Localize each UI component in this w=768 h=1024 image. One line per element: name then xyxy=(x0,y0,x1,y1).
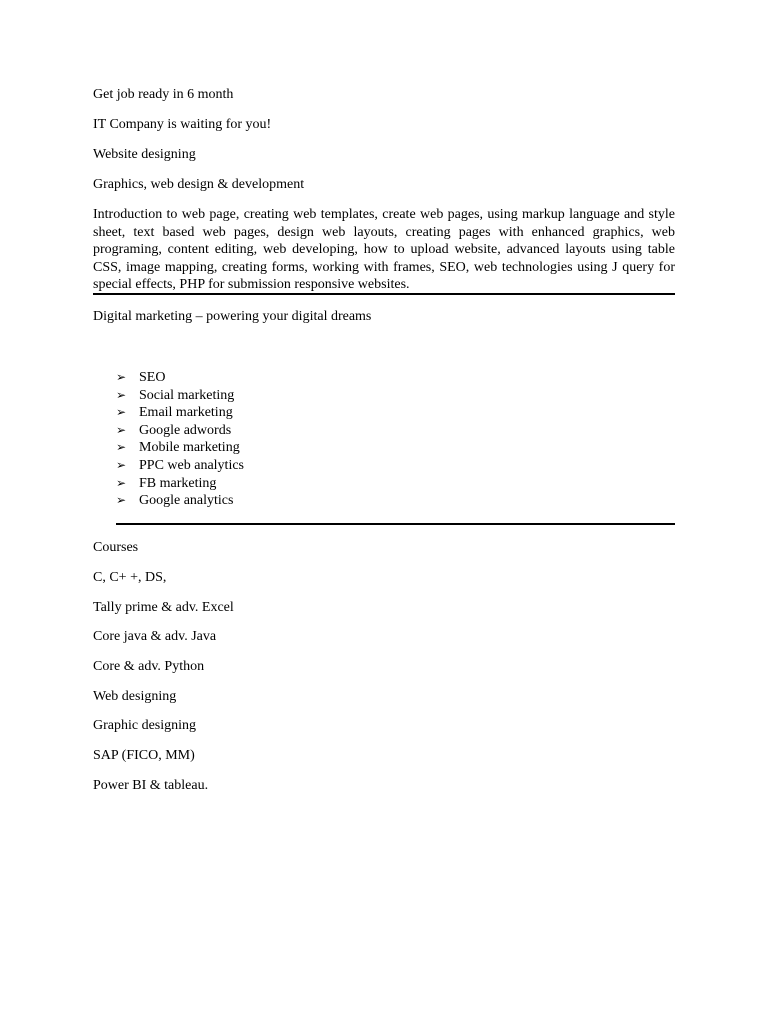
arrow-bullet-icon: ➢ xyxy=(116,475,127,490)
heading-job-ready: Get job ready in 6 month xyxy=(93,87,234,102)
course-item: Web designing xyxy=(93,689,177,704)
list-item: ➢ Mobile marketing xyxy=(116,440,240,456)
arrow-bullet-icon: ➢ xyxy=(116,387,127,402)
arrow-bullet-icon: ➢ xyxy=(116,405,127,420)
section-divider-bottom xyxy=(116,523,675,525)
list-item: ➢ PPC web analytics xyxy=(116,457,244,473)
arrow-bullet-icon: ➢ xyxy=(116,457,127,472)
heading-website-designing: Website designing xyxy=(93,147,196,162)
course-item: Tally prime & adv. Excel xyxy=(93,600,234,615)
paragraph-line: sheet, text based web pages, design web layouts, creating pages with enhanced graphics, web xyxy=(93,224,675,240)
digital-marketing-title: Digital marketing – powering your digital dreams xyxy=(93,309,372,324)
section-divider-top xyxy=(93,293,675,295)
heading-it-company: IT Company is waiting for you! xyxy=(93,117,272,132)
course-item: SAP (FICO, MM) xyxy=(93,748,195,763)
arrow-bullet-icon: ➢ xyxy=(116,370,127,384)
arrow-bullet-icon: ➢ xyxy=(116,493,127,508)
list-item: ➢ Email marketing xyxy=(116,405,233,421)
courses-title: Courses xyxy=(93,540,139,555)
arrow-bullet-icon: ➢ xyxy=(116,422,127,437)
course-item: Core java & adv. Java xyxy=(93,629,217,644)
web-course-paragraph xyxy=(93,206,675,294)
paragraph-line: programing, content editing, web developing, how to upload website, advanced layouts using table xyxy=(93,242,675,258)
marketing-list xyxy=(116,369,244,510)
course-item: Power BI & tableau. xyxy=(93,778,209,793)
list-item: ➢ SEO xyxy=(116,370,166,385)
course-item: Core & adv. Python xyxy=(93,659,205,674)
list-item: ➢ Social marketing xyxy=(116,387,235,403)
heading-graphics-web: Graphics, web design & development xyxy=(93,177,305,192)
paragraph-line: Introduction to web page, creating web templates, create web pages, using markup language and style xyxy=(93,207,675,222)
list-item: ➢ Google analytics xyxy=(116,493,234,509)
course-item: C, C+ +, DS, xyxy=(93,570,167,585)
paragraph-line: special effects, PHP for submission responsive websites. xyxy=(93,277,410,293)
list-item: ➢ FB marketing xyxy=(116,475,217,491)
list-item: ➢ Google adwords xyxy=(116,422,232,438)
arrow-bullet-icon: ➢ xyxy=(116,440,127,455)
course-item: Graphic designing xyxy=(93,718,197,733)
paragraph-line: CSS, image mapping, creating forms, working with frames, SEO, web technologies using J query for xyxy=(93,259,675,275)
